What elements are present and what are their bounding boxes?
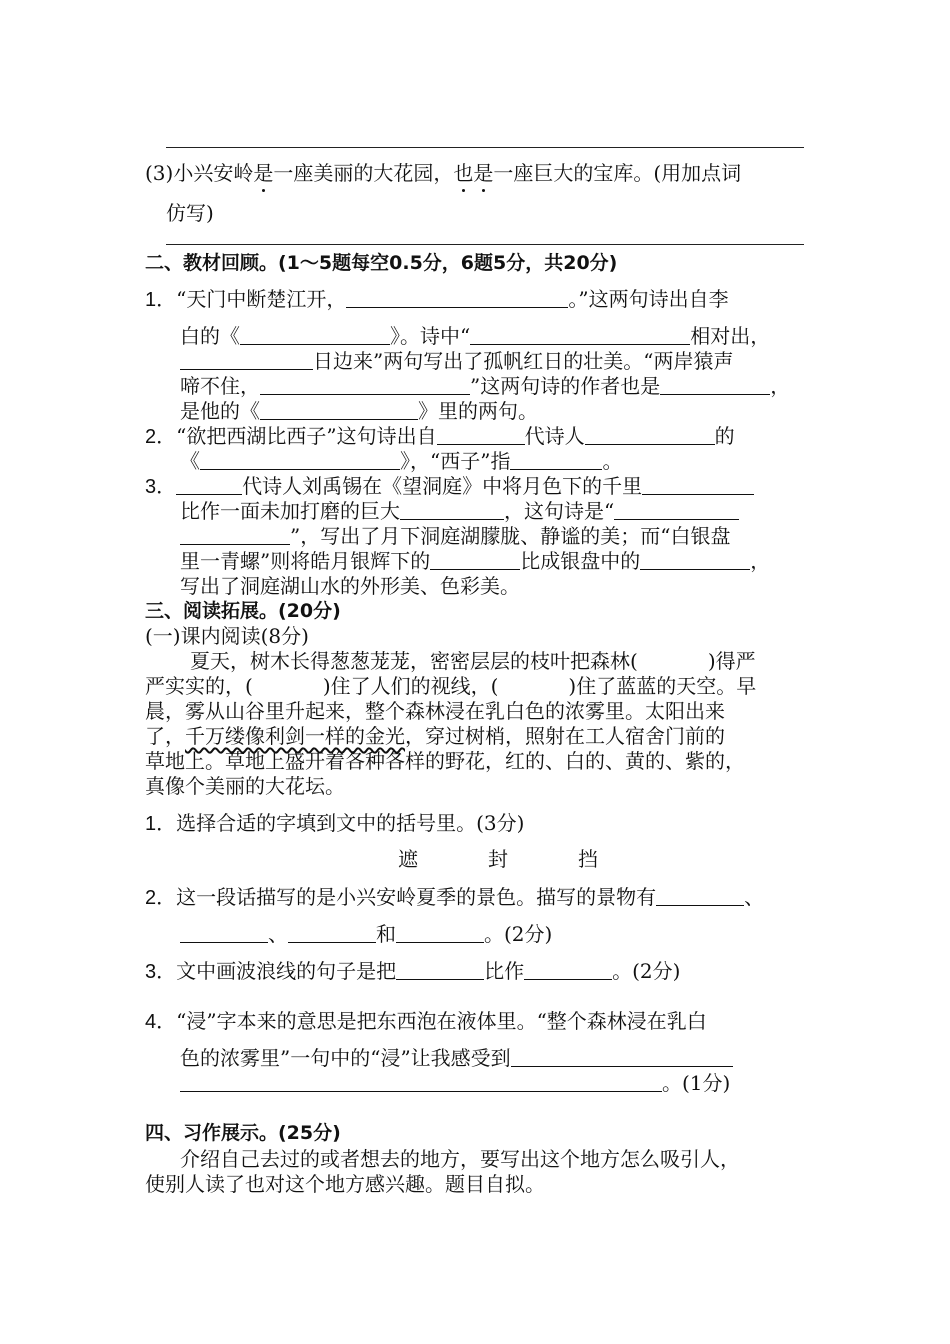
s2-q3-line4: 里一青螺”则将皓月银辉下的 比成银盘中的 ， [180, 549, 771, 573]
s2-q1-line1: 1．“天门中断楚江开， 。”这两句诗出自李 [145, 287, 729, 311]
s3-q1: 1．选择合适的字填到文中的括号里。(3分) [145, 811, 525, 835]
s2-q3-line1: 3． 代诗人刘禹锡在《望洞庭》中将月色下的千里 [145, 473, 754, 500]
blank[interactable] [656, 885, 744, 906]
question-3-line1: (3)小兴安岭是一座美丽的大花园，也是一座巨大的宝库。(用加点词 [145, 161, 742, 185]
s2-q2-line2: 《 》，“西子”指 。 [180, 449, 623, 473]
blank[interactable] [400, 499, 504, 520]
blank[interactable] [585, 424, 715, 445]
question-3-line2: 仿写) [166, 201, 214, 225]
blank[interactable] [640, 549, 750, 570]
s3-q2-line2: 、 和 。(2分) [180, 921, 552, 947]
wavy-underlined-sentence: 千万缕像利剑一样的金光 [185, 724, 405, 748]
answer-line[interactable] [166, 244, 804, 245]
s3-q3: 3．文中画波浪线的句子是把 比作 。(2分) [145, 959, 681, 983]
blank[interactable] [614, 499, 739, 520]
blank[interactable] [288, 922, 376, 943]
section-3-subheading: (一)课内阅读(8分) [145, 624, 309, 648]
section-4-line2: 使别人读了也对这个地方感兴趣。题目自拟。 [145, 1172, 545, 1196]
section-2-heading: 二、教材回顾。(1～5题每空0.5分，6题5分，共20分) [145, 252, 618, 274]
s2-q3-line5: 写出了洞庭湖山水的外形美、色彩美。 [180, 574, 520, 598]
blank[interactable] [260, 399, 418, 420]
passage-line1: 夏天，树木长得葱葱茏茏，密密层层的枝叶把森林( )得严 [190, 649, 756, 673]
blank[interactable] [180, 524, 290, 545]
blank[interactable] [346, 287, 568, 308]
blank[interactable] [240, 324, 390, 345]
s2-q3-line2: 比作一面未加打磨的巨大 ，这句诗是“ [180, 498, 739, 524]
blank[interactable] [470, 324, 690, 345]
s3-q4-line3: 。(1分) [180, 1070, 730, 1096]
option-1: 遮 [398, 847, 418, 871]
passage-line3: 晨，雾从山谷里升起来，整个森林浸在乳白色的浓雾里。太阳出来 [145, 699, 725, 723]
passage-line6: 真像个美丽的大花坛。 [145, 774, 345, 798]
blank[interactable] [260, 374, 470, 395]
blank[interactable] [430, 549, 520, 570]
option-3: 挡 [578, 847, 598, 871]
blank[interactable] [396, 922, 484, 943]
blank[interactable] [180, 922, 268, 943]
blank[interactable] [200, 449, 400, 470]
blank[interactable] [176, 474, 242, 495]
s2-q2-line1: 2．“欲把西湖比西子”这句诗出自 代诗人 的 [145, 424, 735, 448]
answer-line[interactable] [166, 147, 804, 148]
blank[interactable] [510, 449, 602, 470]
option-2: 封 [488, 847, 508, 871]
section-3-heading: 三、阅读拓展。(20分) [145, 600, 341, 622]
blank[interactable] [396, 959, 484, 980]
blank[interactable] [437, 424, 525, 445]
blank[interactable] [524, 959, 612, 980]
s2-q1-line3: 日边来”两句写出了孤帆红日的壮美。“两岸猿声 [180, 348, 733, 374]
blank[interactable] [660, 374, 770, 395]
s2-q3-line3: ”，写出了月下洞庭湖朦胧、静谧的美；而“白银盘 [180, 523, 730, 549]
blank[interactable] [180, 1071, 662, 1092]
s3-q2-line1: 2．这一段话描写的是小兴安岭夏季的景色。描写的景物有 、 [145, 885, 765, 909]
blank[interactable] [180, 349, 313, 370]
passage-line2: 严实实的，( )住了人们的视线，( )住了蓝蓝的天空。早 [145, 674, 757, 698]
s3-q4-line2: 色的浓雾里”一句中的“浸”让我感受到 [180, 1045, 733, 1071]
blank[interactable] [642, 474, 754, 495]
passage-line4: 了，千万缕像利剑一样的金光，穿过树梢，照射在工人宿舍门前的 [145, 724, 725, 748]
s2-q1-line4: 啼不住， ”这两句诗的作者也是 ， [180, 374, 791, 398]
section-4-line1: 介绍自己去过的或者想去的地方，要写出这个地方怎么吸引人， [180, 1147, 740, 1171]
passage-line5: 草地上。草地上盛开着各种各样的野花，红的、白的、黄的、紫的， [145, 749, 745, 773]
section-4-heading: 四、习作展示。(25分) [145, 1122, 341, 1144]
blank[interactable] [511, 1046, 733, 1067]
s2-q1-line2: 白的《 》。诗中“ 相对出， [180, 324, 771, 348]
s2-q1-line5: 是他的《 》里的两句。 [180, 399, 538, 423]
s3-q4-line1: 4．“浸”字本来的意思是把东西泡在液体里。“整个森林浸在乳白 [145, 1009, 707, 1033]
